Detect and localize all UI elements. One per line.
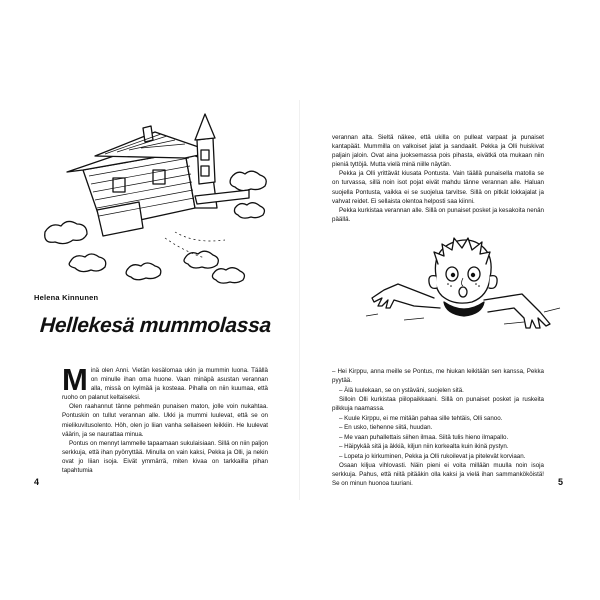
right-page [300,0,600,600]
paragraph: Pekka ja Olli yrittävät kiusata Pontusta. Vain täällä punaisella matolla se on turvassa, sillä noin isot pojat eivät mahdu tänne verannan alle. Haluan suojella Pontusta, vaikka ei se suojelua tarvitse. Sillä on pitkät lokkajalat ja vahvat reidet. Ei sellaista olentoa helposti saa kiinni. [332,170,544,205]
dialogue-line: – Me vaan puhallettais siihen ilmaa. Siitä tulis hieno ilmapallo. [339,433,509,441]
right-top-text [332,133,544,224]
dialogue-line: – Häipykää sitä ja äkkiä, kiljun niin korkealta kuin ikinä pystyn. [339,443,509,451]
flying-house-illustration [35,112,275,284]
dialogue-line: Osaan kiljua vihlovasti. Näin pieni ei voita millään muulla noin isoja serkkuja. Pahus, että niitä pitääkin olla kaksi ja vielä ihan sammankököistä! Se on minun huonoa tuuriani. [332,462,544,488]
dialogue-line: – Älä luulekaan, se on ystäväni, suojelen sitä. [339,386,464,394]
page-number-left: 4 [34,477,40,487]
page-number-right: 5 [558,477,564,487]
left-body-text [62,362,268,475]
story-title: Hellekesä mummolassa [39,314,272,337]
paragraph: Olen raahannut tänne pehmeän punaisen maton, jolle voin nukahtaa. Pontuskin on tullut verannan alle. Ukki ja mummi luulevat, että se on mielikuvitusolento. Höh, olen jo liian vanha sellaiseen leikkiin. He luulevat väärin, ja se naurattaa minua. [62,403,268,438]
dialogue-line: – Hei Kirppu, anna meille se Pontus, me hiukan leikitään sen kanssa, Pekka pyytää. [332,368,544,385]
right-dialogue-text [332,367,544,489]
first-paragraph [62,362,268,402]
first-paragraph-text: inä olen Anni. Vietän kesälomaa ukin ja mummin luona. Täällä on minulle ihan oma huone. Vaan minäpä asustan verannan alla, missä on kylmää ja kosteaa. Pihalla on niin kuumaa, että ruoho on palanut keltaiseksi. [62,367,268,402]
peeking-boy-illustration [364,236,566,332]
dialogue-line: – En usko, tiehenne siitä, huudan. [339,424,433,432]
dialogue-line: Silloin Olli kurkistaa piilopaikkaani. Sillä on punaiset posket ja ruskeita pilkkuja naamassa. [332,396,544,413]
dialogue-line: – Lopeta jo kirkuminen, Pekka ja Olli rukoilevat ja pitelevät korviaan. [339,452,526,460]
drop-cap: M [62,362,88,397]
paragraph: Pekka kurkistaa verannan alle. Sillä on punaiset posket ja kesakoita nenän päällä. [332,206,544,223]
author-name: Helena Kinnunen [34,293,99,302]
paragraph: verannan alta. Sieltä näkee, että ukilla on pulleat varpaat ja punaiset kantapäät. Mummilla on valkoiset jalat ja sandaalit. Pekka ja Olli huiskivat paljain jaloin. Ovat aina juoksemassa pois pihasta, eivätkä ota mukaan niin pieniä tyttöjä. Mutta vielä minä niille näytän. [332,134,544,169]
dialogue-line: – Kuule Kirppu, ei me mitään pahaa sille tehtäis, Olli sanoo. [339,414,503,422]
paragraph: Pontus on mennyt lammelle tapaamaan sukulaisiaan. Sillä on niin paljon serkkuja, että ihan pyörryttää. Minulla on vain kaksi, Pekka ja Olli, ja nekin ovat jo liian isoja. Eivät ymmärrä, miten kivaa on tarkkailla pihan tapahtumia [62,439,268,475]
